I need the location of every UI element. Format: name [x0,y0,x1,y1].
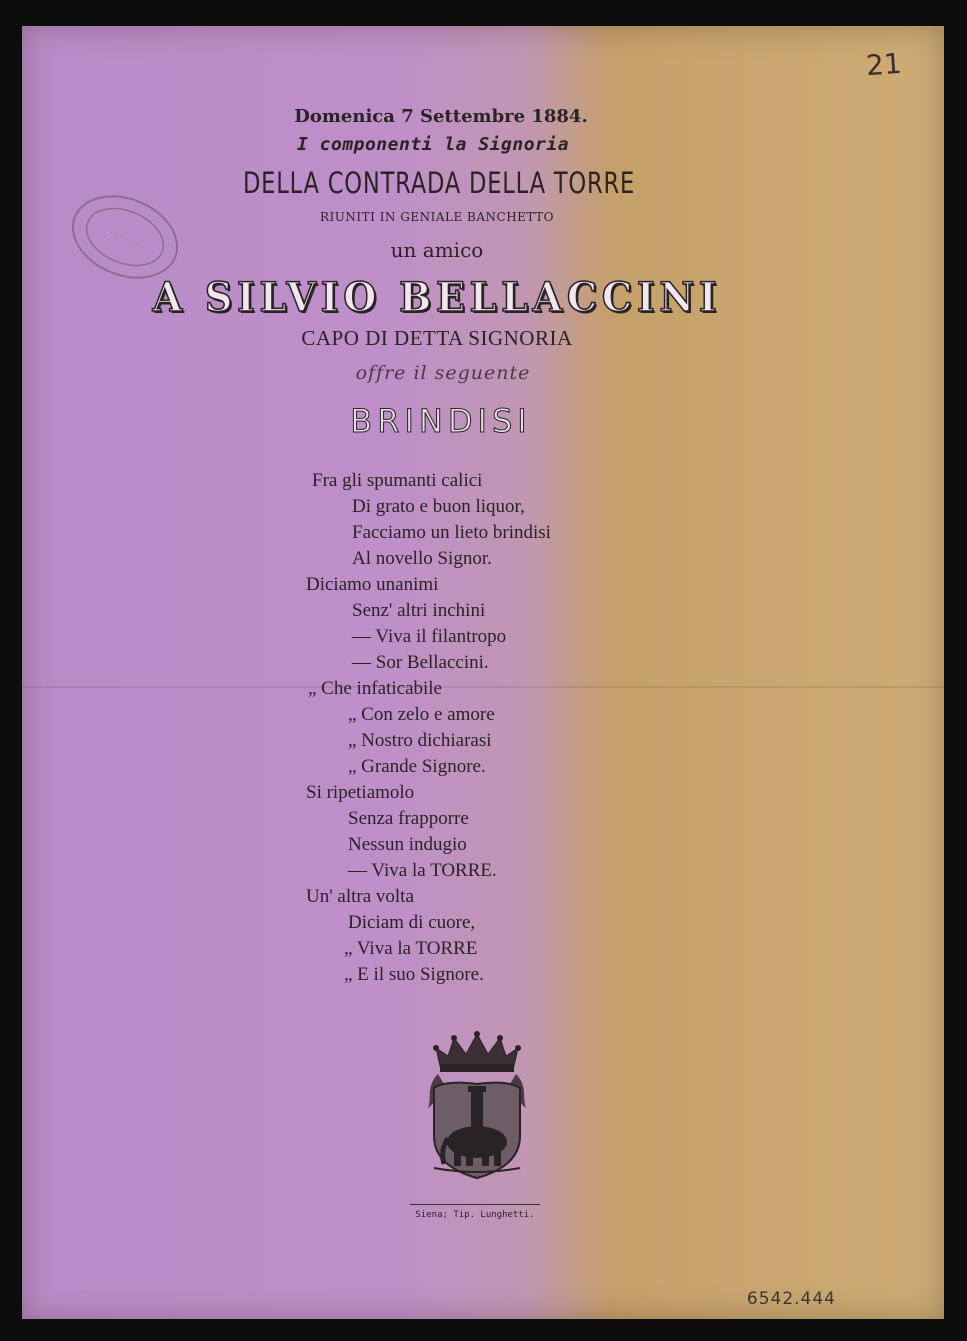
offers-line: offre il seguente [355,362,531,384]
poem-line: „ Grande Signore. [348,756,486,777]
contrada-title: DELLA CONTRADA DELLA TORRE [242,166,636,200]
poem-line: „ Nostro dichiarasi [348,730,492,751]
poem-line: Di grato e buon liquor, [352,496,525,517]
paper-fold [22,686,944,688]
poem-line: Diciam di cuore, [348,912,476,933]
dedicatee-name: A SILVIO BELLACCINI [152,274,722,321]
poem-line: Facciamo un lieto brindisi [352,522,551,543]
poem-line: Senza frapporre [348,808,469,829]
printer-imprint: Siena; Tip. Lunghetti. [415,1210,535,1220]
poem-line: „ Viva la TORRE [344,938,478,959]
svg-text:· · · · · ·: · · · · · · [107,228,141,250]
poem-line: „ E il suo Signore. [344,964,484,985]
poem-line: — Viva la TORRE. [348,860,497,881]
members-line: I componenti la Signoria [296,134,570,155]
poem-line: „ Con zelo e amore [348,704,495,725]
poem-line: Diciamo unanimi [306,574,439,595]
poem-line: Si ripetiamolo [306,782,415,803]
gathered-line: RIUNITI IN GENIALE BANCHETTO [320,210,554,224]
poem-line: „ Che infaticabile [308,678,442,699]
date-line: Domenica 7 Settembre 1884. [294,106,588,127]
poem-line: Fra gli spumanti calici [312,470,483,491]
document-page [22,26,944,1319]
dedicatee-title: CAPO DI DETTA SIGNORIA [301,326,573,350]
toast-heading: BRINDISI [350,402,532,440]
coat-of-arms-icon [422,1026,532,1186]
poem-line: Senz' altri inchini [352,600,486,621]
page-number: 21 [865,46,904,83]
poem-line: — Sor Bellaccini. [352,652,489,673]
poem-line: Al novello Signor. [352,548,492,569]
poem-line: Un' altra volta [306,886,414,907]
friend-line: un amico [390,238,484,262]
printer-rule [410,1204,540,1205]
poem-line: Nessun indugio [348,834,467,855]
archive-number: 6542.444 [746,1289,836,1309]
poem-line: — Viva il filantropo [352,626,507,647]
